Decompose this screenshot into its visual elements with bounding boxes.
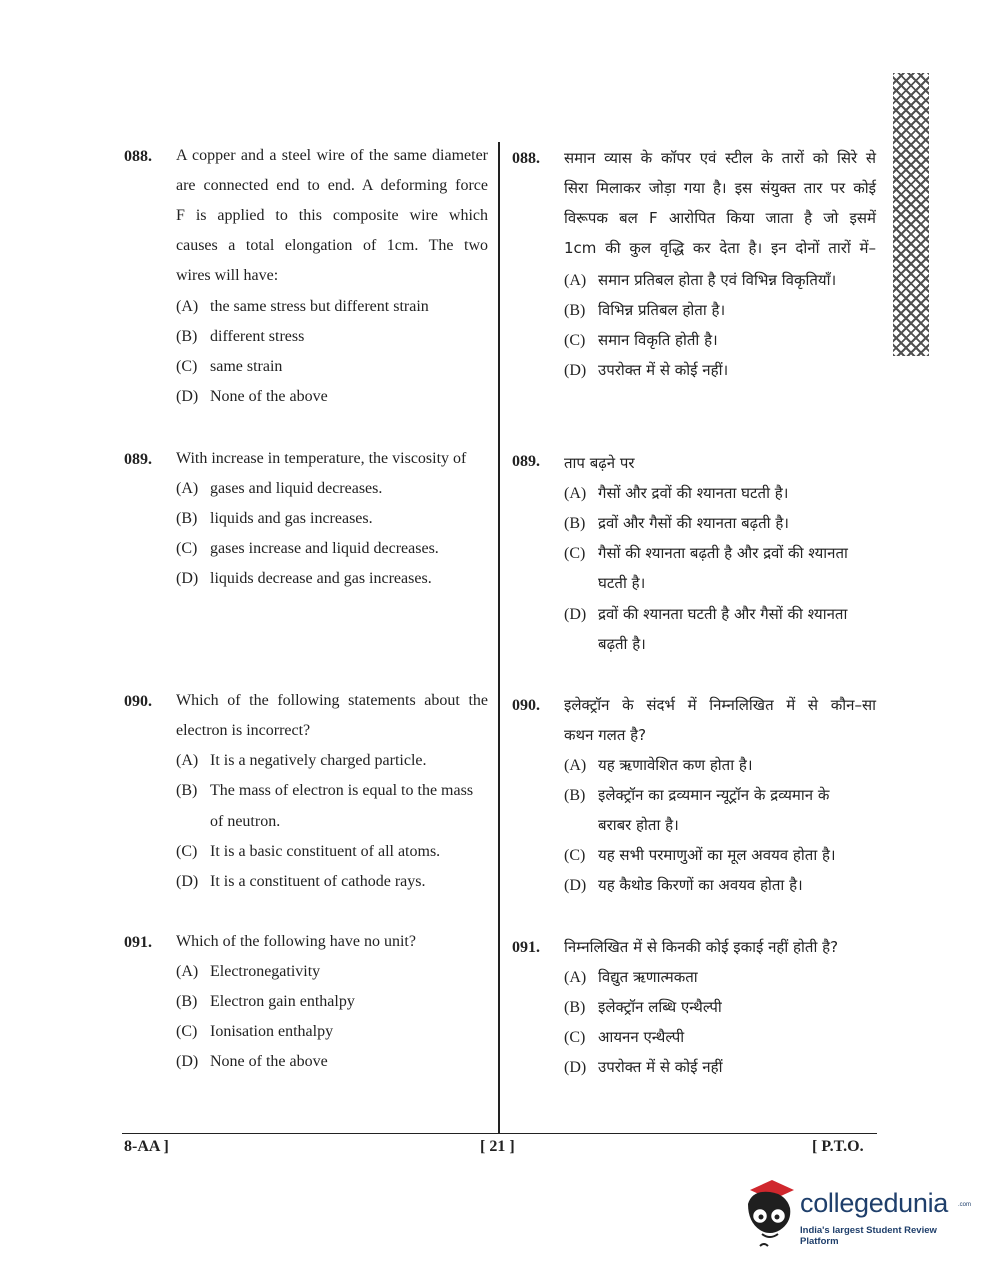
- question-number: 089.: [512, 453, 540, 470]
- question-stem-line: causes a total elongation of 1cm. The two: [176, 237, 488, 254]
- option-b: (B) इलेक्ट्रॉन लब्धि एन्थैल्पी: [564, 998, 722, 1016]
- collegedunia-watermark: [742, 1178, 972, 1258]
- option-a: (A) the same stress but different strain: [176, 298, 429, 315]
- option-d: (D) उपरोक्त में से कोई नहीं।: [564, 361, 729, 379]
- option-a: (A) समान प्रतिबल होता है एवं विभिन्न विकृतियाँ।: [564, 271, 837, 289]
- question-stem-line: With increase in temperature, the viscosity of: [176, 450, 467, 467]
- option-c: (C) Ionisation enthalpy: [176, 1023, 334, 1040]
- option-d: (D) None of the above: [176, 1053, 328, 1070]
- option-c-continued: घटती है।: [598, 574, 646, 592]
- option-d-continued: बढ़ती है।: [598, 635, 646, 653]
- option-c: (C) समान विकृति होती है।: [564, 331, 718, 349]
- question-stem-line: are connected end to end. A deforming force: [176, 177, 488, 194]
- booklet-code: 8-AA ]: [124, 1138, 169, 1155]
- question-number: 091.: [124, 934, 152, 951]
- question-stem-line: निम्नलिखित में से किनकी कोई इकाई नहीं होती है?: [564, 938, 839, 956]
- question-stem-line: कथन गलत है?: [564, 726, 647, 744]
- page-number: [ 21 ]: [480, 1138, 515, 1155]
- brand-domain: .com: [958, 1202, 972, 1208]
- option-b: (B) विभिन्न प्रतिबल होता है।: [564, 301, 726, 319]
- option-b: (B) द्रवों और गैसों की श्यानता बढ़ती है।: [564, 514, 789, 532]
- option-c: (C) गैसों की श्यानता बढ़ती है और द्रवों की श्यानता: [564, 544, 848, 562]
- question-stem-line: F is applied to this composite wire which: [176, 207, 488, 224]
- question-stem-line: विरूपक बल F आरोपित किया जाता है जो इसमें: [564, 209, 876, 227]
- option-a: (A) Electronegativity: [176, 963, 321, 980]
- question-number: 089.: [124, 451, 152, 468]
- option-b: (B) The mass of electron is equal to the mass: [176, 782, 474, 799]
- option-d: (D) उपरोक्त में से कोई नहीं: [564, 1058, 723, 1076]
- option-d: (D) द्रवों की श्यानता घटती है और गैसों की श्यानता: [564, 605, 848, 623]
- question-number: 090.: [512, 697, 540, 714]
- option-b: (B) Electron gain enthalpy: [176, 993, 355, 1010]
- question-number: 088.: [124, 148, 152, 165]
- footer-rule: [122, 1133, 877, 1134]
- mascot-icon: [742, 1178, 798, 1258]
- option-b-continued: of neutron.: [210, 813, 281, 830]
- option-b: (B) different stress: [176, 328, 305, 345]
- option-c: (C) gases increase and liquid decreases.: [176, 540, 439, 557]
- pto-label: [ P.T.O.: [812, 1138, 864, 1155]
- column-divider: [498, 142, 500, 1134]
- question-stem-line: electron is incorrect?: [176, 722, 311, 739]
- question-number: 091.: [512, 939, 540, 956]
- option-a: (A) यह ऋणावेशित कण होता है।: [564, 756, 753, 774]
- option-c: (C) It is a basic constituent of all atoms.: [176, 843, 441, 860]
- question-stem-line: सिरा मिलाकर जोड़ा गया है। इस संयुक्त तार पर कोई: [564, 179, 876, 197]
- brand-tagline: India's largest Student Review Platform: [800, 1225, 937, 1247]
- question-number: 088.: [512, 150, 540, 167]
- option-a: (A) It is a negatively charged particle.: [176, 752, 427, 769]
- option-a: (A) गैसों और द्रवों की श्यानता घटती है।: [564, 484, 789, 502]
- question-stem-line: Which of the following have no unit?: [176, 933, 416, 950]
- option-d: (D) It is a constituent of cathode rays.: [176, 873, 426, 890]
- question-number: 090.: [124, 693, 152, 710]
- option-b-continued: बराबर होता है।: [598, 816, 679, 834]
- question-stem-line: A copper and a steel wire of the same diameter: [176, 147, 488, 164]
- option-c: (C) same strain: [176, 358, 283, 375]
- option-c: (C) यह सभी परमाणुओं का मूल अवयव होता है।: [564, 846, 836, 864]
- option-c: (C) आयनन एन्थैल्पी: [564, 1028, 685, 1046]
- question-stem-line: समान व्यास के कॉपर एवं स्टील के तारों को सिरे से: [564, 149, 876, 167]
- question-stem-line: 1cm की कुल वृद्धि कर देता है। इन दोनों तारों में–: [564, 239, 876, 257]
- brand-name: collegedunia: [800, 1188, 949, 1218]
- question-stem-line: इलेक्ट्रॉन के संदर्भ में निम्नलिखित में से कौन–सा: [564, 696, 876, 714]
- option-b: (B) liquids and gas increases.: [176, 510, 373, 527]
- option-d: (D) यह कैथोड किरणों का अवयव होता है।: [564, 876, 803, 894]
- option-b: (B) इलेक्ट्रॉन का द्रव्यमान न्यूट्रॉन के द्रव्यमान के: [564, 786, 830, 804]
- question-stem-line: Which of the following statements about the: [176, 692, 488, 709]
- option-a: (A) gases and liquid decreases.: [176, 480, 383, 497]
- question-stem-line: ताप बढ़ने पर: [564, 454, 635, 472]
- option-d: (D) liquids decrease and gas increases.: [176, 570, 432, 587]
- side-border-pattern: [893, 73, 929, 356]
- option-a: (A) विद्युत ऋणात्मकता: [564, 968, 698, 986]
- option-d: (D) None of the above: [176, 388, 328, 405]
- question-stem-line: wires will have:: [176, 267, 279, 284]
